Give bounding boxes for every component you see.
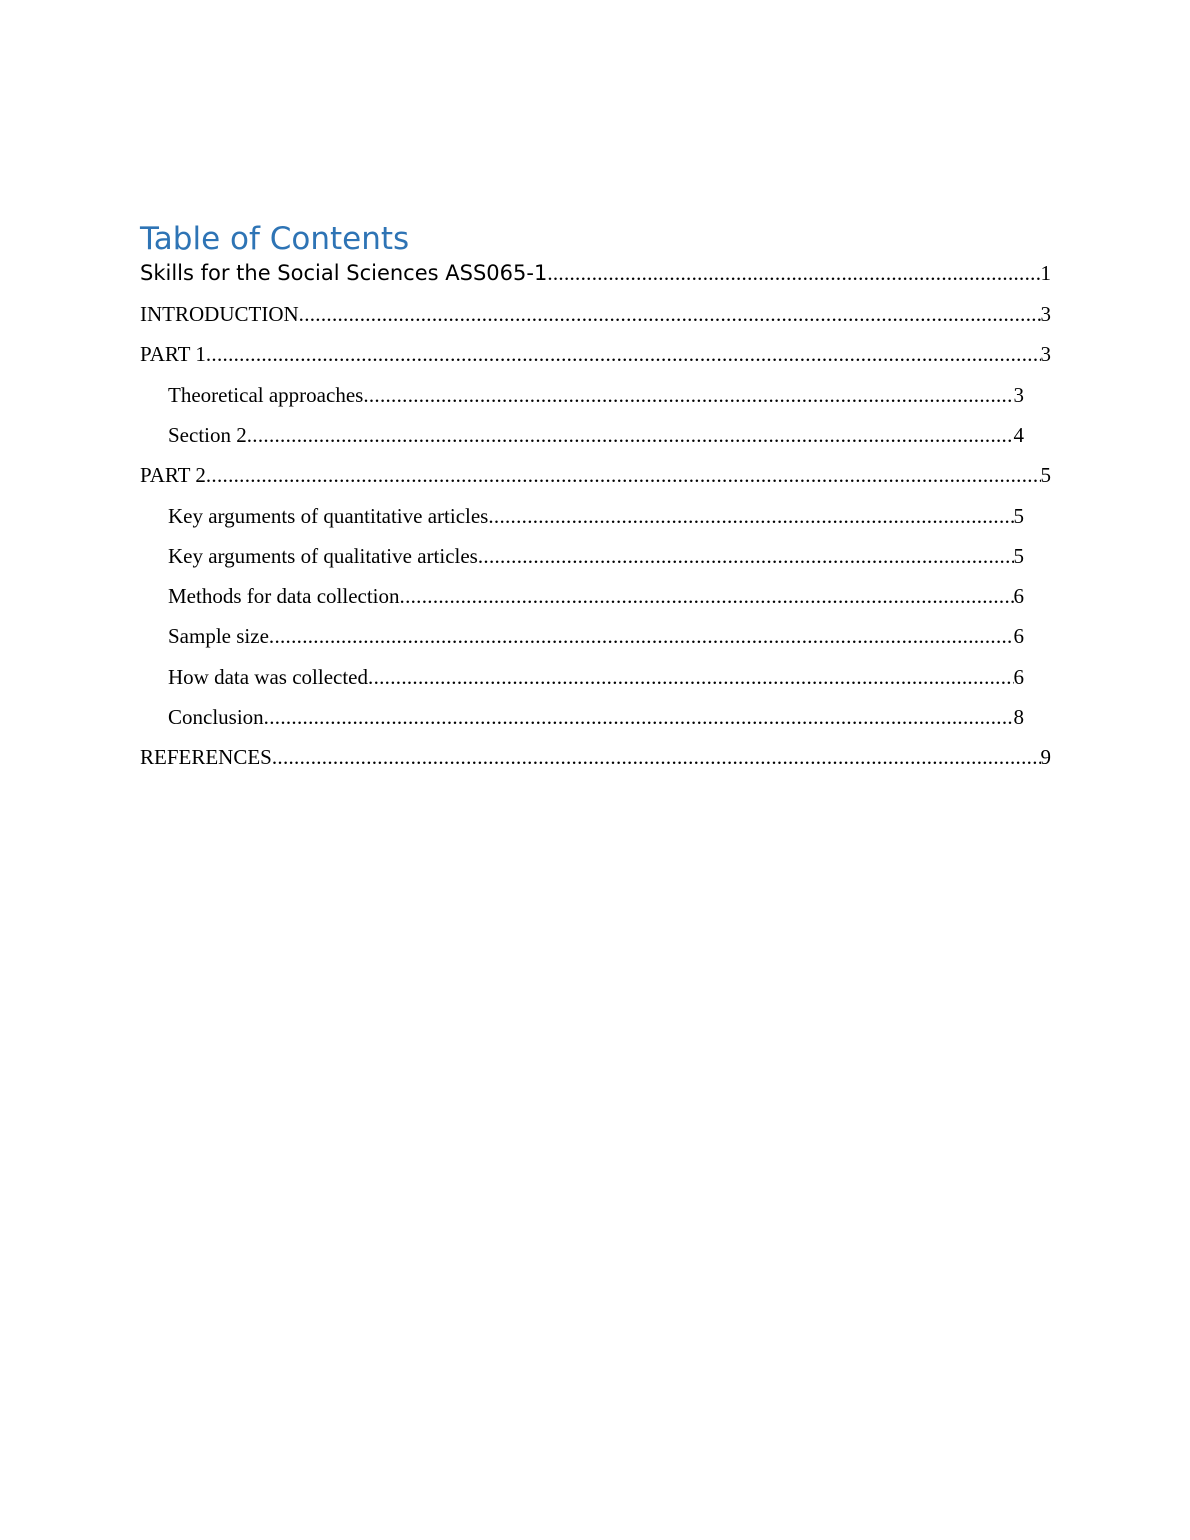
toc-entry[interactable] xyxy=(168,582,1024,610)
toc-entry-label: Section 2 xyxy=(168,423,247,447)
toc-entry-page-number: 6 xyxy=(1013,624,1024,648)
toc-entry-page-number: 5 xyxy=(1013,504,1024,528)
toc-entry[interactable] xyxy=(168,703,1024,731)
toc-entry-page-number: 5 xyxy=(1040,463,1051,487)
toc-entry-label: REFERENCES xyxy=(140,745,272,769)
toc-entry-page-number: 3 xyxy=(1040,302,1051,326)
toc-dot-leader xyxy=(269,622,1014,650)
toc-dot-leader xyxy=(488,502,1013,530)
toc-dot-leader xyxy=(299,300,1041,328)
toc-entry-label: How data was collected xyxy=(168,665,369,689)
toc-entry-page-number: 1 xyxy=(1040,261,1051,285)
toc-entry-label: PART 2 xyxy=(140,463,206,487)
toc-entry-label: Methods for data collection xyxy=(168,584,400,608)
toc-entry[interactable] xyxy=(168,542,1024,570)
toc-entry-label: Conclusion xyxy=(168,705,264,729)
toc-entry[interactable] xyxy=(168,663,1024,691)
toc-entry-page-number: 4 xyxy=(1013,423,1024,447)
toc-entry[interactable] xyxy=(168,381,1024,409)
toc-entry-page-number: 5 xyxy=(1013,544,1024,568)
toc-dot-leader xyxy=(206,340,1041,368)
toc-entry[interactable] xyxy=(140,340,1051,368)
toc-entry-page-number: 8 xyxy=(1013,705,1024,729)
toc-dot-leader xyxy=(264,703,1014,731)
toc-entry[interactable] xyxy=(140,300,1051,328)
toc-entry-label: Key arguments of qualitative articles xyxy=(168,544,478,568)
toc-entry-page-number: 9 xyxy=(1040,745,1051,769)
toc-entry-page-number: 3 xyxy=(1013,383,1024,407)
toc-dot-leader xyxy=(478,542,1014,570)
toc-entry-label: Theoretical approaches xyxy=(168,383,364,407)
toc-dot-leader xyxy=(400,582,1014,610)
toc-title: Table of Contents xyxy=(140,221,410,257)
toc-entry[interactable] xyxy=(140,743,1051,771)
toc-entry-label: Key arguments of quantitative articles xyxy=(168,504,489,528)
toc-entry[interactable] xyxy=(140,461,1051,489)
toc-entry[interactable] xyxy=(140,259,1051,287)
toc-entry-label: INTRODUCTION xyxy=(140,302,299,326)
toc-entry[interactable] xyxy=(168,502,1024,530)
toc-entry-label: PART 1 xyxy=(140,342,206,366)
toc-entry-label: Skills for the Social Sciences ASS065-1 xyxy=(140,261,548,285)
toc-entry-page-number: 6 xyxy=(1013,584,1024,608)
toc-dot-leader xyxy=(272,743,1041,771)
toc-dot-leader xyxy=(368,663,1013,691)
toc-dot-leader xyxy=(547,259,1040,287)
toc-dot-leader xyxy=(206,461,1041,489)
toc-entry-page-number: 3 xyxy=(1040,342,1051,366)
toc-dot-leader xyxy=(363,381,1013,409)
toc-entry-label: Sample size xyxy=(168,624,269,648)
toc-entry[interactable] xyxy=(168,622,1024,650)
toc-entry[interactable] xyxy=(168,421,1024,449)
toc-dot-leader xyxy=(247,421,1014,449)
toc-entry-page-number: 6 xyxy=(1013,665,1024,689)
